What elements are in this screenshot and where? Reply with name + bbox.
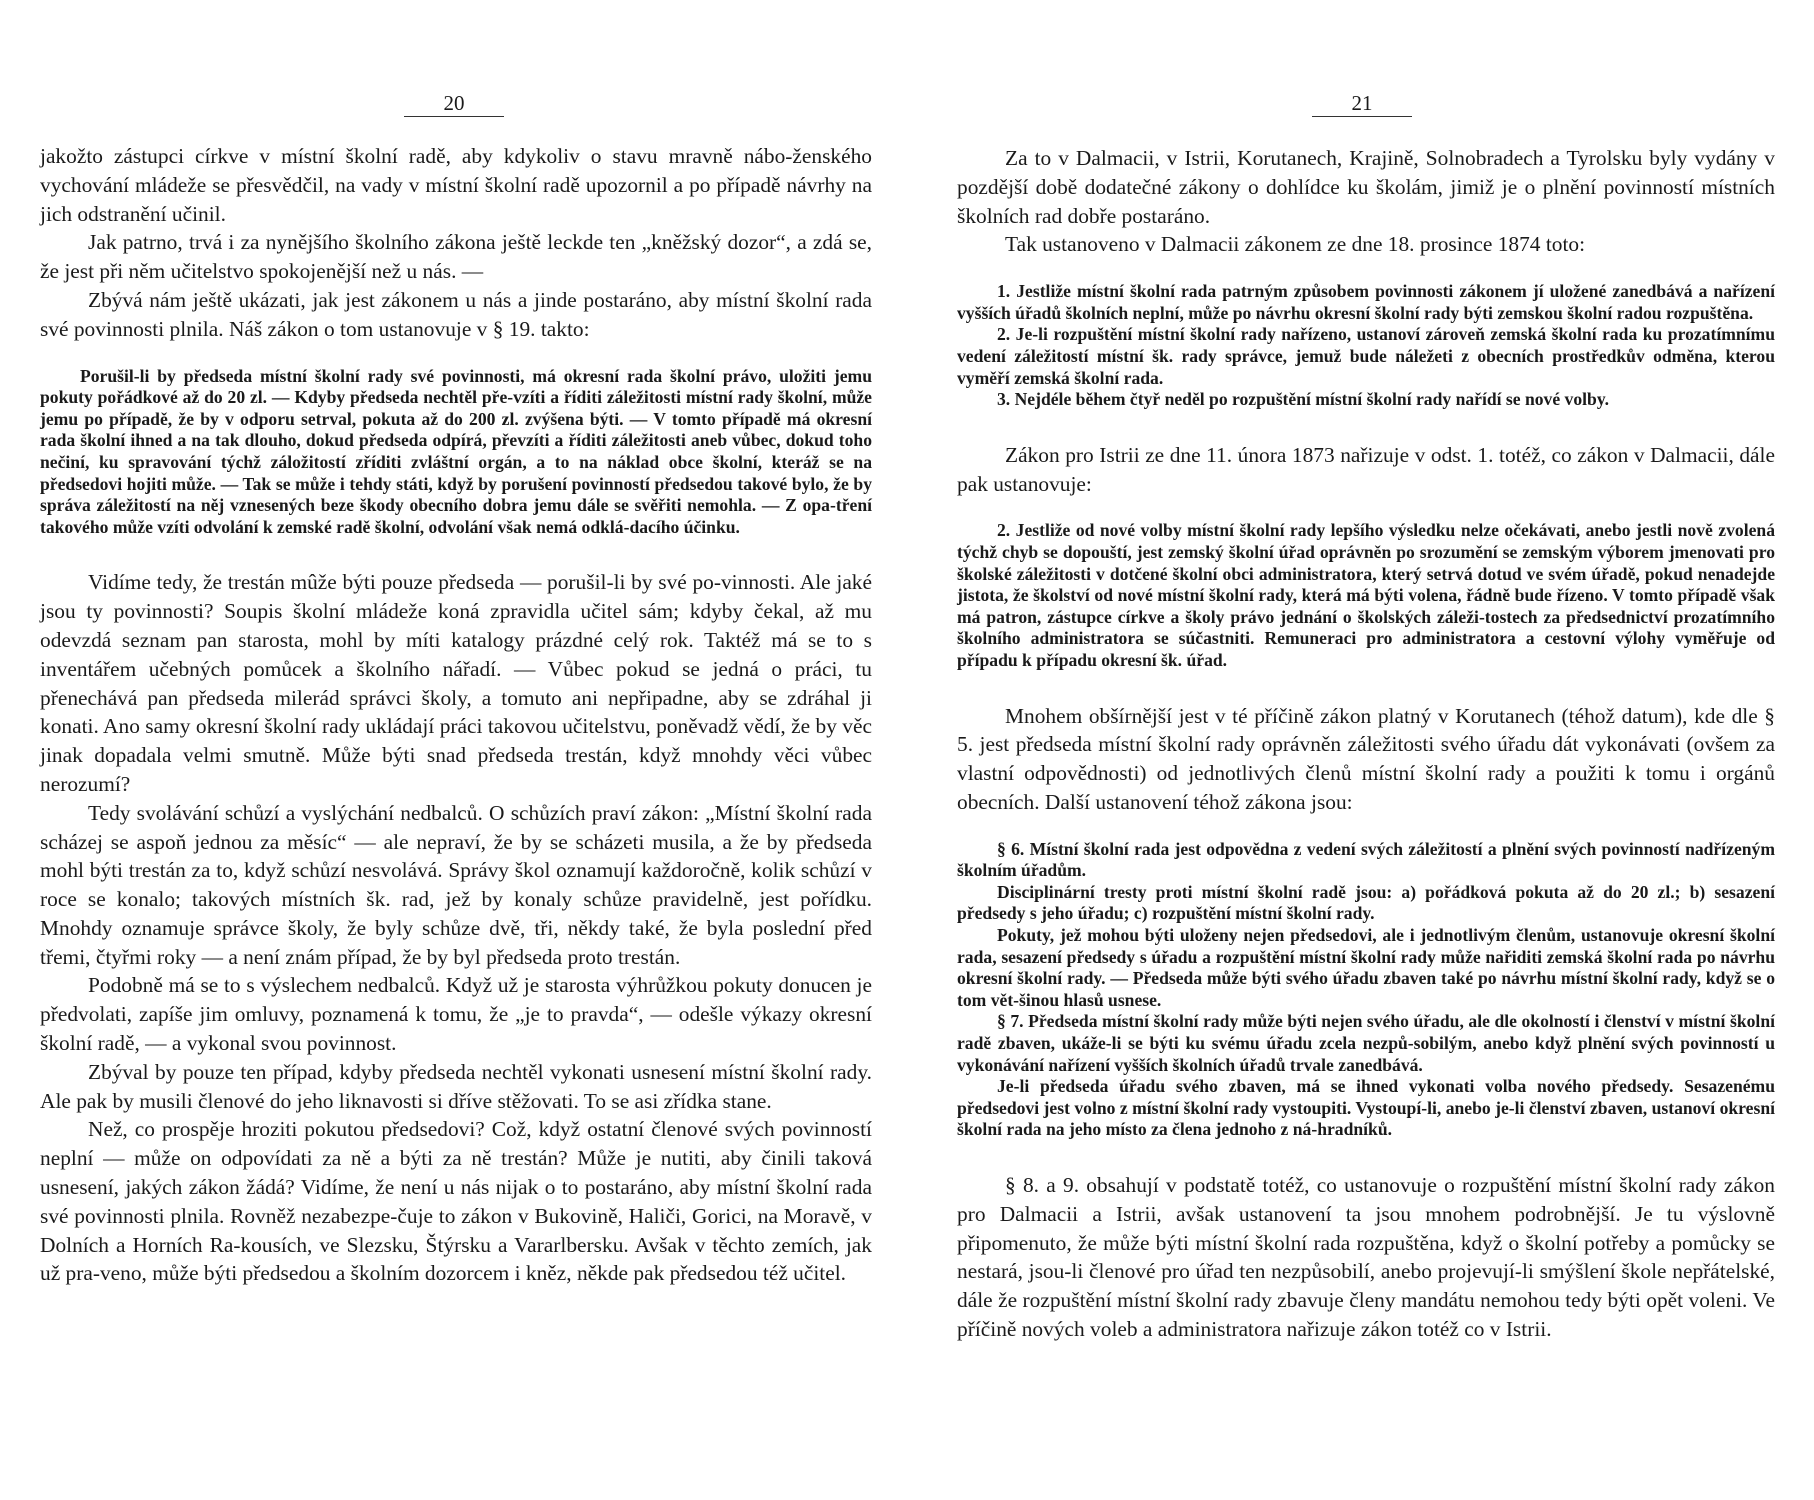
quoted-paragraph: § 6. Místní školní rada jest odpovědna z vedení svých záležitostí a plnění svých povinností nadřízeným školním úřadům. [957, 838, 1775, 881]
law-quote [40, 366, 872, 539]
paragraph: Zbýval by pouze ten případ, kdyby předseda nechtěl vykonati usnesení místní školní rady. Ale pak by musili členové do jeho liknavosti si dříve stěžovati. To se asi zřídka stane. [40, 1059, 872, 1113]
quoted-paragraph: Pokuty, jež mohou býti uloženy nejen předsedovi, ale i jednotlivým členům, ustanovuje okresní školní rada, sesazení předsedy s úřadu a rozpuštění místní školní rady může nařiditi zemská školní rada po návrhu okresní školní rady. — Předseda může býti svého úřadu zbaven také po návrhu místní školní rady, když se o tom vět-šinou hlasů usnese. [957, 925, 1775, 1010]
paragraph: Tedy svolávání schůzí a vyslýchání nedbalců. O schůzích praví zákon: „Místní školní rada scházej se aspoň jednou za měsíc“ — ale nepraví, že by se scházeti musila, a že by předseda mohl býti trestán za to, když schůzí nesvolává. Správy škol oznamují každoročně, kolik schůzí v roce se konalo; takových místních šk. rad, jež by konaly schůze pravidelně, jest pořídku. Mnohdy oznamuje správce školy, že byly schůze dvě, tři, někdy také, že byla poslední před třemi, čtyřmi roky — a není znám případ, že by byl předseda proto trestán. [40, 800, 872, 969]
paragraph: Vidíme tedy, že trestán mûže býti pouze předseda — porušil-li by své po-vinnosti. Ale jaké jsou ty povinnosti? Soupis školní mládeže koná zpravidla učitel sám; kdyby čekal, až mu odevzdá seznam pan starosta, mohl by míti katalogy prázdné celý rok. Taktéž má se to s inventářem učebných pomůcek a školního nářadí. — Vůbec pokud se jedná o práci, tu přenechává pan předseda milerád správci školy, a tomuto ani nepřipadne, aby se zdráhal ji konati. Ano samy okresní školní rady ukládají práci takovou učitelstvu, poněvadž vědí, že by věc jinak dopadala velmi smutně. Může býti snad předseda trestán, když mnohdy věci vůbec nerozumí? [40, 570, 872, 796]
law-quote [957, 520, 1775, 671]
page-number-rule [1312, 116, 1412, 117]
paragraph: Podobně má se to s výslechem nedbalců. Když už je starosta výhrůžkou pokuty donucen je předvolati, zapíše jim omluvy, poznamená k tomu, že „je to pravda“, — odešle výkazy okresní školní radě, — a vykonal svou povinnost. [40, 973, 872, 1056]
page-number: 21 [953, 92, 1771, 117]
paragraph: § 8. a 9. obsahují v podstatě totéž, co ustanovuje o rozpuštění místní školní rady zákon pro Dalmacii a Istrii, avšak ustanovení ta jsou mnohem podrobnější. Je tu výslovně připomenuto, že může býti místní školní rada rozpuštěna, když o školní potřeby a pomůcky se nestará, jsou-li členové pro úřad ten nezpůsobilí, anebo projevují-li smýšlení škole nepřátelské, dále že rozpuštění místní školní rady zbavuje členy mandátu nemohou tedy býti opět voleni. Ve příčině nových voleb a administratora nařizuje zákon totéž co v Istrii. [957, 1173, 1775, 1341]
paragraph: Zákon pro Istrii ze dne 11. února 1873 nařizuje v odst. 1. totéž, co zákon v Dalmacii, dále pak ustanovuje: [957, 442, 1775, 496]
page-number: 20 [38, 92, 870, 117]
page-number-rule [404, 116, 504, 117]
paragraph: Tak ustanoveno v Dalmacii zákonem ze dne 18. prosince 1874 toto: [1005, 232, 1586, 257]
paragraph: Jak patrno, trvá i za nynějšího školního zákona ještě leckde ten „kněžský dozor“, a zdá se, že jest při něm učitelstvo spokojenější než u nás. — [40, 230, 872, 284]
law-quote [957, 281, 1775, 411]
left-page-body [40, 142, 872, 1288]
quoted-paragraph: § 7. Předseda místní školní rady může býti nejen svého úřadu, ale dle okolností i členství v místní školní radě zbaven, ukáže-li se býti ku svému úřadu zcela nezpů-sobilým, anebo když plnění svých povinností u vykonávání nařízení vyšších školních úřadů trvale zanedbává. [957, 1011, 1775, 1075]
right-page-body [957, 144, 1775, 1344]
quoted-paragraph: Je-li předseda úřadu svého zbaven, má se ihned vykonati volba nového předsedy. Sesazenému předsedovi jest volno z místní školní rady vystoupiti. Vystoupí-li, anebo je-li členství zbaven, ustanoví okresní školní rada na jeho místo za člena jednoho z ná-hradníků. [957, 1076, 1775, 1140]
quoted-paragraph: 1. Jestliže místní školní rada patrným způsobem povinnosti zákonem jí uložené zanedbává a nařízení vyšších úřadů školních neplní, může po návrhu okresní školní rady býti zemskou školní radou rozpuštěna. [957, 281, 1775, 323]
quoted-paragraph: Porušil-li by předseda místní školní rady své povinnosti, má okresní rada školní právo, uložiti jemu pokuty pořádkové až do 20 zl. — Kdyby předseda nechtěl pře-vzíti a říditi záležitosti místní rady školní, může jemu po případě, že by v odporu setrval, pokuta až do 200 zl. zvýšena býti. — V tomto případě má okresní rada školní ihned a na tak dlouho, dokud předseda odpírá, převzíti a říditi záležitosti aneb vůbec, dokud toho nečiní, ku spravování týchž záložitostí zříditi zvláštní orgán, a to na náklad obce školní, kteráž se na předsedovi hojiti může. — Tak se může i tehdy státi, když by porušení povinností předsedou takové bylo, že by správa záležitostí na něj vznesených beze škody obecního dobra jemu dále se svěřiti nemohla. — Z opa-tření takového může vzíti odvolání k zemské radě školní, odvolání však nemá odklá-dacího účinku. [40, 365, 872, 537]
paragraph: Než, co prospěje hroziti pokutou předsedovi? Což, když ostatní členové svých povinností neplní — může on odpovídati za ně a býti za ně trestán? Může je nutiti, aby činili taková usnesení, jakých zákon žádá? Vidíme, že není u nás nijak o to postaráno, aby místní školní rada své povinnosti plnila. Rovněž nezabezpe-čuje to zákon v Bukovině, Haliči, Gorici, na Moravě, v Dolních a Horních Ra-kousích, ve Slezsku, Štýrsku a Vararlbersku. Avšak v těchto zemích, jak už pra-veno, může býti předsedou a školním dozorcem i kněz, někde pak předsedou též učitel. [40, 1117, 872, 1286]
paragraph: Za to v Dalmacii, v Istrii, Korutanech, Krajině, Solnobradech a Tyrolsku byly vydány v pozdější době dodatečné zákony o dohlídce ku školám, jimiž je o plnění povinností místních školních rad dobře postaráno. [957, 146, 1775, 228]
quoted-paragraph: Disciplinární tresty proti místní školní radě jsou: a) pořádková pokuta až do 20 zl.; b) sesazení předsedy s jeho úřadu; c) rozpuštění místní školní rady. [957, 881, 1775, 924]
law-quote [957, 839, 1775, 1141]
paragraph: jakožto zástupci církve v místní školní radě, aby kdykoliv o stavu mravně nábo-ženského vychování mládeže se přesvědčil, na vady v místní školní radě upozornil a po případě návrhy na jich odstranění učinil. [40, 144, 872, 226]
paragraph: Zbývá nám ještě ukázati, jak jest zákonem u nás a jinde postaráno, aby místní školní rada své povinnosti plnila. Náš zákon o tom ustanovuje v § 19. takto: [40, 287, 872, 341]
quoted-paragraph: 2. Je-li rozpuštění místní školní rady nařízeno, ustanoví zároveň zemská školní rada ku prozatímnímu vedení záležitostí místní šk. rady správce, jemuž bude náležeti z obecních prostředkův odměna, kterou vyměří zemská školní rada. [957, 324, 1775, 388]
paragraph: Mnohem obšírnější jest v té příčině zákon platný v Korutanech (téhož datum), kde dle § 5. jest předseda místní školní rady oprávněn záležitosti svého úřadu dát vykonávati (ovšem za vlastní odpovědnosti) od jednotlivých členů místní školní rady a použiti k tomu i orgánů obecních. Další ustanovení téhož zákona jsou: [957, 703, 1775, 814]
quoted-paragraph: 2. Jestliže od nové volby místní školní rady lepšího výsledku nelze očekávati, anebo jestli nově zvolená týchž chyb se dopouští, jest zemský školní úřad oprávněn po srozumění se zemským výborem jmenovati pro školské záležitosti v dotčené školní obci administratora, který setrvá dotud ve svém úřadě, pokud nenadejde jistota, že školství od nové místní školní rady, která má býti volena, řádně bude řízeno. V tomto případě však má patron, zástupce církve a školy právo jednání o školských záleži-tostech za předsednictví prozatímního školního administratora se súčastniti. Remuneraci pro administratora a cestovní výlohy vyměřuje od případu k případu okresní šk. úřad. [957, 520, 1775, 670]
quoted-paragraph: 3. Nejdéle během čtyř neděl po rozpuštění místní školní rady nařídí se nové volby. [997, 389, 1610, 410]
